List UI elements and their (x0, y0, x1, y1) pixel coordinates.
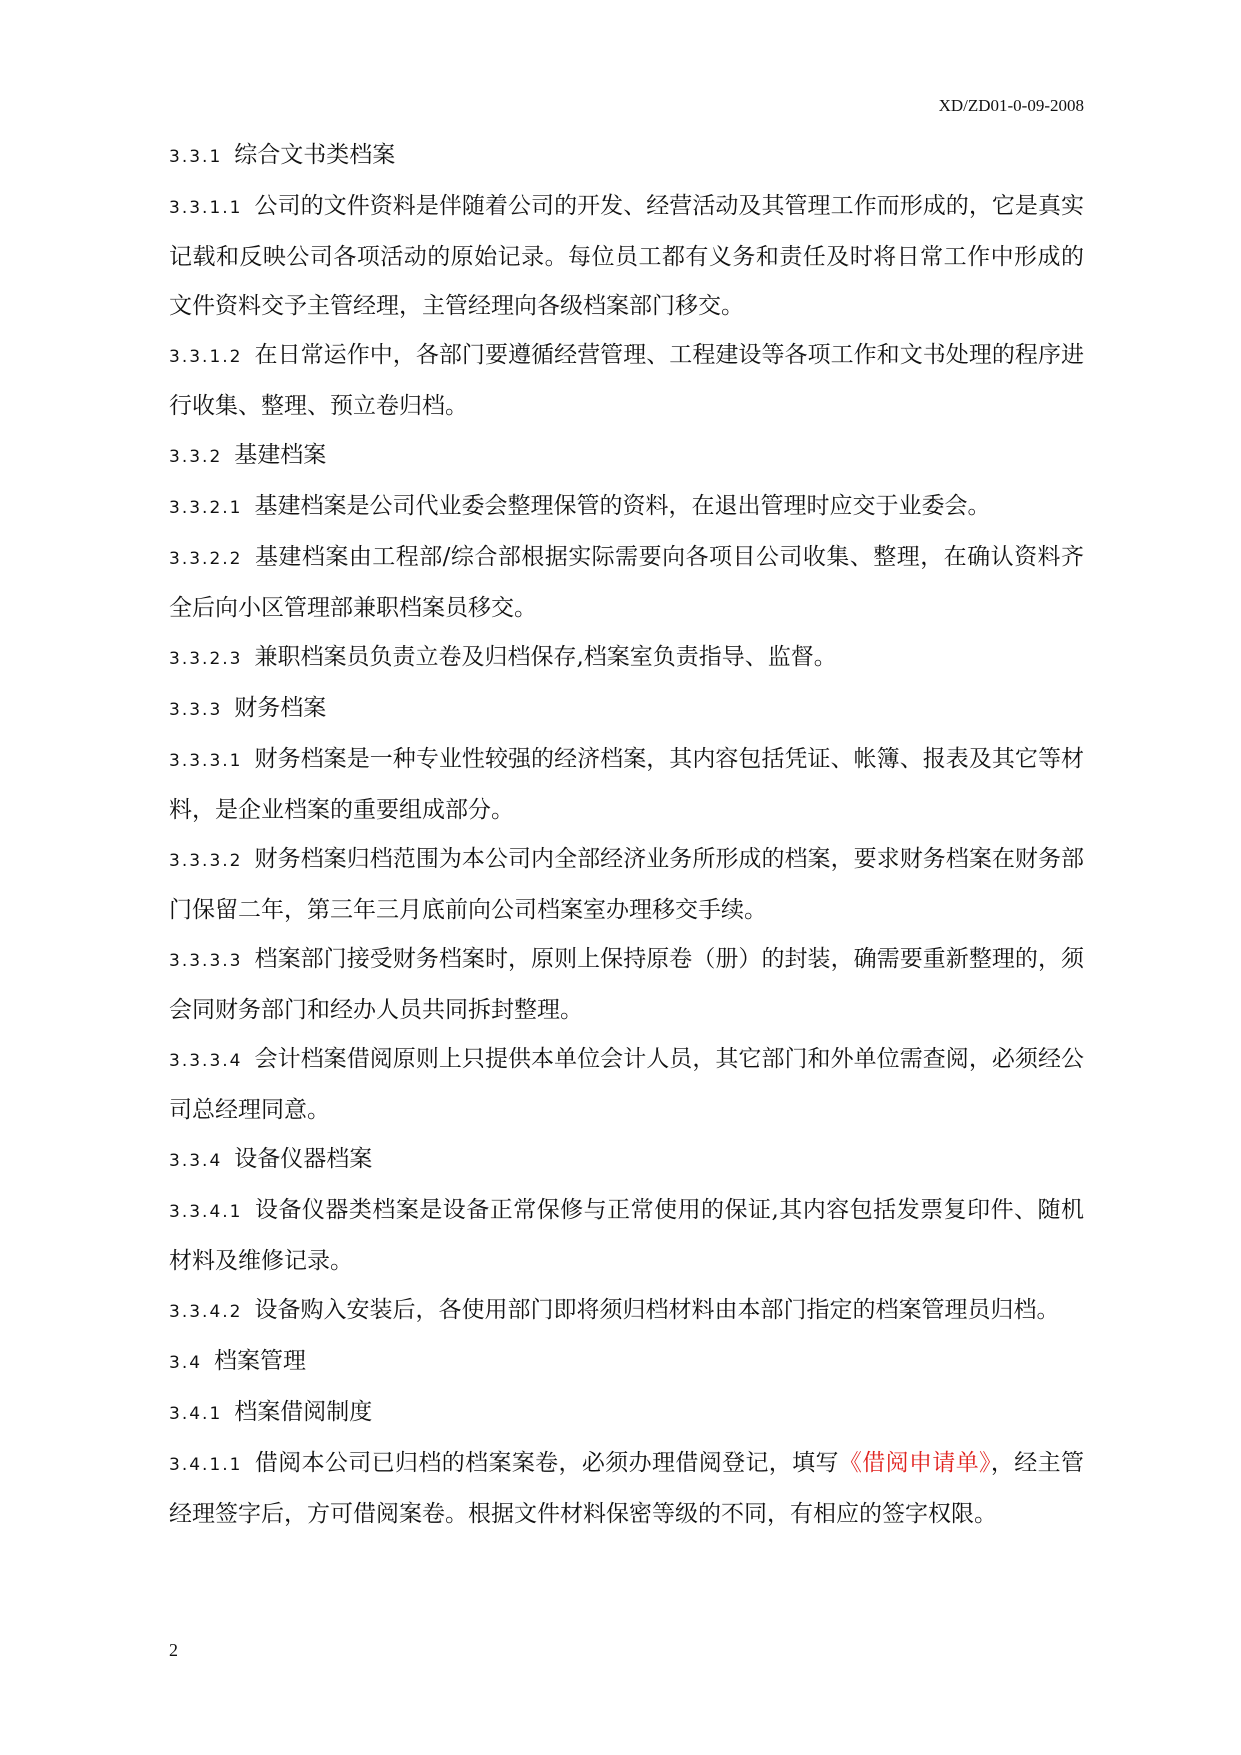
clause-3-3-1-1 (169, 182, 1084, 331)
clause-text: 综合文书类档案 (234, 142, 396, 168)
clause-3-3-4-2 (169, 1286, 1084, 1337)
clause-text: 财务档案归档范围为本公司内全部经济业务所形成的档案，要求财务档案在财务部门保留二年，第三年三月底前向公司档案室办理移交手续。 (169, 846, 1084, 923)
section-heading-3-3-1 (169, 131, 1084, 182)
clause-3-3-2-3 (169, 633, 1084, 684)
clause-3-3-4-1 (169, 1186, 1084, 1286)
section-heading-3-3-2 (169, 431, 1084, 482)
clause-3-4-1-1 (169, 1439, 1084, 1539)
clause-text: 公司的文件资料是伴随着公司的开发、经营活动及其管理工作而形成的，它是真实记载和反映公司各项活动的原始记录。每位员工都有义务和责任及时将日常工作中形成的文件资料交予主管经理，主管经理向各级档案部门移交。 (169, 193, 1084, 319)
clause-number: 3.3.2 (169, 447, 223, 467)
form-name-highlight: 《借阅申请单》 (838, 1450, 991, 1476)
page-number: 2 (169, 1640, 178, 1660)
clause-number: 3.3.2.2 (169, 549, 243, 569)
clause-3-3-3-1 (169, 735, 1084, 835)
clause-number: 3.3.2.3 (169, 649, 243, 669)
clause-text: 财务档案 (234, 695, 327, 721)
clause-3-3-1-2 (169, 331, 1084, 431)
clause-text: 档案管理 (214, 1348, 307, 1374)
clause-text: 基建档案 (234, 442, 327, 468)
section-heading-3-3-4 (169, 1135, 1084, 1186)
clause-text: 档案借阅制度 (234, 1399, 373, 1425)
clause-number: 3.3.1.1 (169, 198, 243, 218)
clause-number: 3.3.3 (169, 700, 223, 720)
clause-number: 3.3.1 (169, 147, 223, 167)
clause-number: 3.3.4.1 (169, 1202, 243, 1222)
clause-number: 3.3.3.4 (169, 1051, 243, 1071)
clause-3-3-3-3 (169, 935, 1084, 1035)
section-heading-3-4 (169, 1337, 1084, 1388)
clause-number: 3.3.1.2 (169, 347, 243, 367)
clause-number: 3.3.2.1 (169, 498, 243, 518)
clause-text: 会计档案借阅原则上只提供本单位会计人员，其它部门和外单位需查阅，必须经公司总经理同意。 (169, 1046, 1084, 1123)
clause-text: 基建档案是公司代业委会整理保管的资料，在退出管理时应交于业委会。 (254, 493, 991, 519)
clause-text: 借阅本公司已归档的档案案卷，必须办理借阅登记，填写 (254, 1450, 839, 1476)
clause-3-3-3-4 (169, 1035, 1084, 1135)
clause-text: 兼职档案员负责立卷及归档保存,档案室负责指导、监督。 (254, 644, 837, 670)
clause-number: 3.4.1 (169, 1404, 223, 1424)
clause-text: 设备仪器档案 (234, 1146, 373, 1172)
clause-number: 3.3.4 (169, 1151, 223, 1171)
clause-text: 设备购入安装后，各使用部门即将须归档材料由本部门指定的档案管理员归档。 (254, 1297, 1060, 1323)
clause-text: 基建档案由工程部/综合部根据实际需要向各项目公司收集、整理，在确认资料齐全后向小区管理部兼职档案员移交。 (169, 544, 1084, 621)
clause-number: 3.4.1.1 (169, 1455, 243, 1475)
clause-3-3-2-1 (169, 482, 1084, 533)
clause-number: 3.3.3.3 (169, 951, 243, 971)
clause-text: 档案部门接受财务档案时，原则上保持原卷（册）的封装，确需要重新整理的，须会同财务部门和经办人员共同拆封整理。 (169, 946, 1084, 1023)
clause-number: 3.3.3.1 (169, 751, 243, 771)
clause-text: 财务档案是一种专业性较强的经济档案，其内容包括凭证、帐簿、报表及其它等材料，是企业档案的重要组成部分。 (169, 746, 1084, 823)
clause-text: 在日常运作中，各部门要遵循经营管理、工程建设等各项工作和文书处理的程序进行收集、整理、预立卷归档。 (169, 342, 1084, 419)
document-code: XD/ZD01-0-09-2008 (938, 96, 1084, 115)
document-body (169, 131, 1084, 1539)
clause-number: 3.4 (169, 1353, 203, 1373)
clause-text: 设备仪器类档案是设备正常保修与正常使用的保证,其内容包括发票复印件、随机材料及维修记录。 (169, 1197, 1084, 1274)
clause-text: ，经主管经理签字后，方可借阅案卷。根据文件材料保密等级的不同，有相应的签字权限。 (169, 1450, 1085, 1527)
clause-number: 3.3.3.2 (169, 851, 243, 871)
clause-3-3-3-2 (169, 835, 1084, 935)
clause-3-3-2-2 (169, 533, 1084, 633)
clause-number: 3.3.4.2 (169, 1302, 243, 1322)
section-heading-3-4-1 (169, 1388, 1084, 1439)
section-heading-3-3-3 (169, 684, 1084, 735)
